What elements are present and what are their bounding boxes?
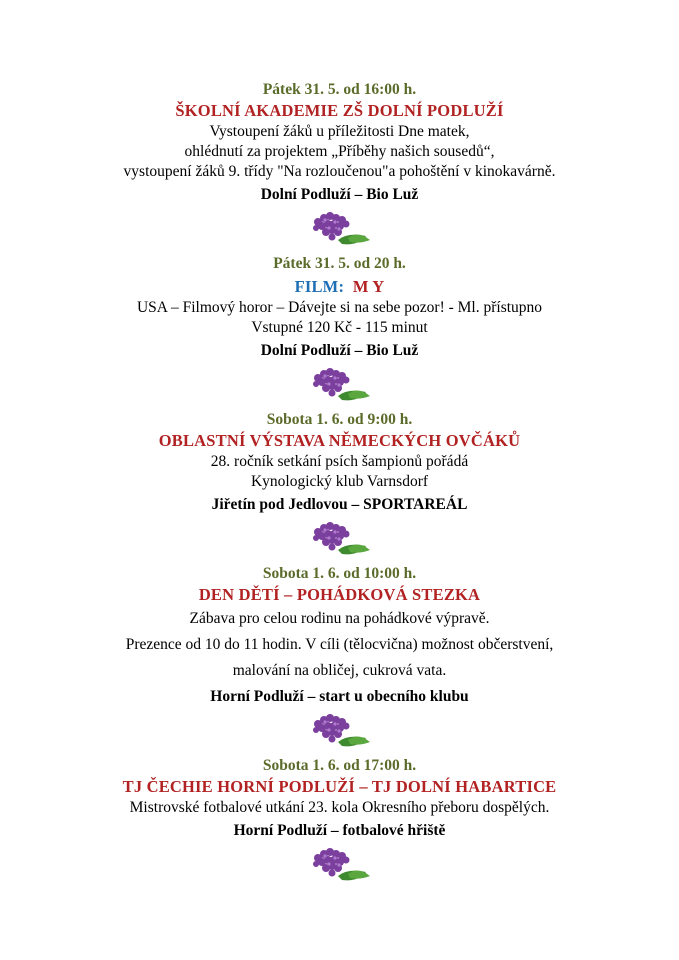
event-description-line: Vstupné 120 Kč - 115 minut — [251, 319, 428, 336]
event-description-line: 28. ročník setkání psích šampionů pořádá — [210, 453, 469, 470]
event-description-line: Kynologický klub Varnsdorf — [250, 473, 429, 490]
event-description-line: Mistrovské fotbalové utkání 23. kola Okresního přeboru dospělých. — [129, 799, 550, 816]
event-date: Sobota 1. 6. od 10:00 h. — [262, 565, 417, 582]
lilac-flower-icon — [308, 366, 372, 406]
lilac-flower-icon — [308, 712, 372, 752]
event-description-line: malování na obličej, cukrová vata. — [232, 662, 447, 679]
event-description-line: vystoupení žáků 9. třídy "Na rozloučenou"a pohoštění v kinokavárně. — [123, 163, 556, 180]
event-description-line: USA – Filmový horor – Dávejte si na sebe pozor! - Ml. přístupno — [136, 299, 543, 316]
event-place: Horní Podluží – fotbalové hřiště — [233, 822, 446, 839]
event-place: Horní Podluží – start u obecního klubu — [210, 688, 469, 705]
event-place: Dolní Podluží – Bio Luž — [260, 342, 419, 359]
event-description-line: Vystoupení žáků u příležitosti Dne matek, — [209, 123, 470, 140]
event-date: Sobota 1. 6. od 17:00 h. — [262, 757, 417, 774]
event-title: DEN DĚTÍ – POHÁDKOVÁ STEZKA — [198, 585, 481, 604]
event-dog-show — [0, 410, 679, 516]
event-title: ŠKOLNÍ AKADEMIE ZŠ DOLNÍ PODLUŽÍ — [175, 101, 504, 120]
event-title: OBLASTNÍ VÝSTAVA NĚMECKÝCH OVČÁKŮ — [158, 431, 521, 450]
event-description-line: Prezence od 10 do 11 hodin. V cíli (tělocvična) možnost občerstvení, — [125, 636, 554, 653]
lilac-flower-icon — [308, 210, 372, 250]
event-place: Dolní Podluží – Bio Luž — [260, 186, 419, 203]
film-title: M Y — [352, 277, 385, 296]
event-date: Sobota 1. 6. od 9:00 h. — [266, 411, 413, 428]
event-place: Jiřetín pod Jedlovou – SPORTAREÁL — [211, 496, 468, 513]
event-title — [0, 276, 679, 298]
lilac-flower-icon — [308, 520, 372, 560]
event-school-academy — [0, 80, 679, 206]
event-description-line: Zábava pro celou rodinu na pohádkové výpravě. — [189, 610, 490, 627]
event-date: Pátek 31. 5. od 16:00 h. — [262, 81, 417, 98]
event-film — [0, 254, 679, 362]
film-label: FILM: — [294, 277, 345, 296]
event-description-line: ohlédnutí za projektem „Příběhy našich sousedů“, — [184, 143, 495, 160]
event-football-match — [0, 756, 679, 842]
event-date: Pátek 31. 5. od 20 h. — [273, 255, 406, 272]
event-title: TJ ČECHIE HORNÍ PODLUŽÍ – TJ DOLNÍ HABARTICE — [122, 777, 557, 796]
event-program — [0, 80, 679, 890]
event-childrens-day — [0, 564, 679, 708]
lilac-flower-icon — [308, 846, 372, 886]
